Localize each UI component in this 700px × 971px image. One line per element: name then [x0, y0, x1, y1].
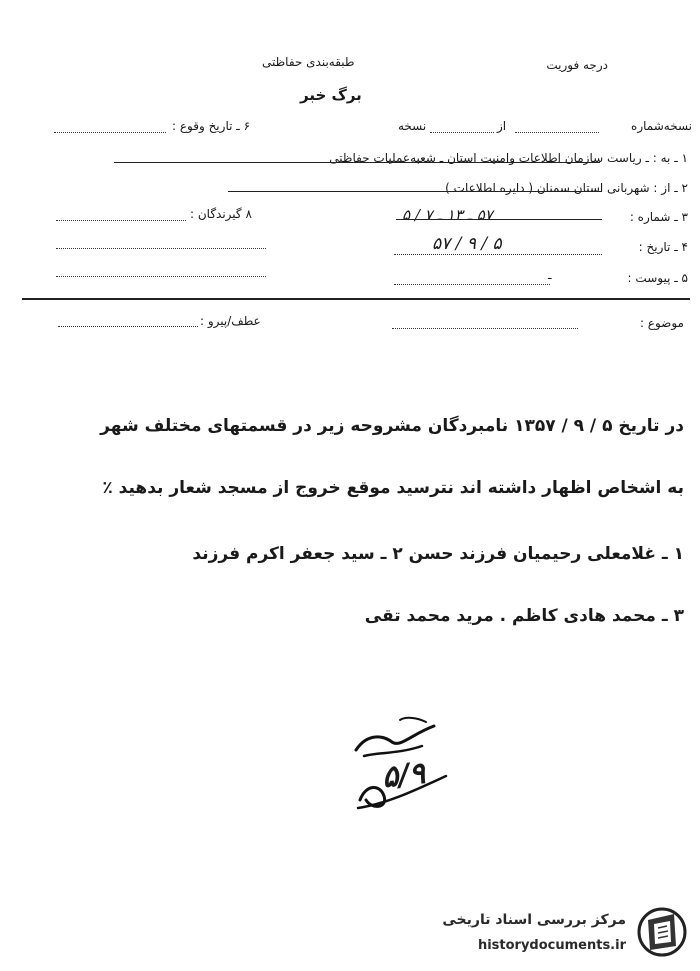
recipients-blank: [56, 220, 186, 221]
body-line-4: ۳ ـ محمد هادی کاظم . مرید محمد تقی: [364, 606, 684, 626]
recipients-blank-3: [56, 276, 266, 277]
row-attachment-value: ـ: [548, 268, 552, 282]
event-date-blank: [54, 132, 166, 133]
body-line-1: در تاریخ ۵ / ۹ / ۱۳۵۷ نامبردگان مشروحه زیر در قسمتهای مختلف شهر: [100, 416, 684, 436]
subject-blank: [392, 328, 578, 329]
row-number-label: ۳ ـ شماره :: [629, 210, 688, 224]
watermark-url: historydocuments.ir: [477, 938, 626, 953]
recipients-label: ۸ گیرندگان :: [190, 207, 252, 221]
row-date-blank: [394, 254, 602, 255]
row-attachment-blank: [394, 284, 550, 285]
recipients-blank-2: [56, 248, 266, 249]
row-from: ۲ ـ از : شهربانی استان سمنان ( دایره اطلاعات ): [445, 181, 688, 195]
row-number-value: ۵۷ ـ ۱۳ ـ ۷ / ۵: [402, 206, 493, 224]
copy-number-label: نسخه‌شماره: [631, 119, 692, 133]
row-from-strike: [228, 191, 602, 192]
copy-of-blank: [430, 132, 494, 133]
event-date-label: ۶ ـ تاریخ وقوع :: [172, 119, 251, 133]
signature-date: ۵/۹: [380, 755, 427, 796]
row-number-strike: [396, 219, 602, 220]
reference-label: عطف/پیرو :: [200, 314, 261, 328]
body-line-3: ۱ ـ غلامعلی رحیمیان فرزند حسن ۲ ـ سید جعفر اکرم فرزند: [192, 544, 684, 564]
form-title: برگ خبر: [300, 86, 362, 104]
row-attachment-label: ۵ ـ پیوست :: [627, 271, 688, 285]
archive-logo-icon: [636, 906, 688, 958]
subject-label: موضوع :: [639, 316, 684, 330]
row-date-label: ۴ ـ تاریخ :: [638, 240, 688, 254]
priority-label: درجه فوریت: [546, 58, 608, 72]
row-to-strike: [114, 162, 600, 163]
body-line-2: به اشخاص اظهار داشته اند نترسید موقع خروج از مسجد شعار بدهید ٪: [102, 478, 684, 498]
copy-word: نسخه: [398, 119, 427, 133]
classification-label: طبقه‌بندی حفاظتی: [262, 55, 355, 69]
form-divider: [22, 298, 690, 300]
row-to: ۱ ـ به : ـ ریاست سازمان اطلاعات وامنیت استان ـ ‌شعبه‌عملیات حفاظتی: [329, 151, 688, 165]
reference-blank: [58, 326, 198, 327]
signature-stroke: [346, 770, 456, 816]
copy-of-label: از: [497, 119, 507, 133]
copy-number-blank: [515, 132, 599, 133]
row-date-value: ۵ / ۹ / ۵۷: [432, 234, 502, 254]
watermark-org-name: مرکز بررسی اسناد تاریخی: [442, 912, 626, 928]
